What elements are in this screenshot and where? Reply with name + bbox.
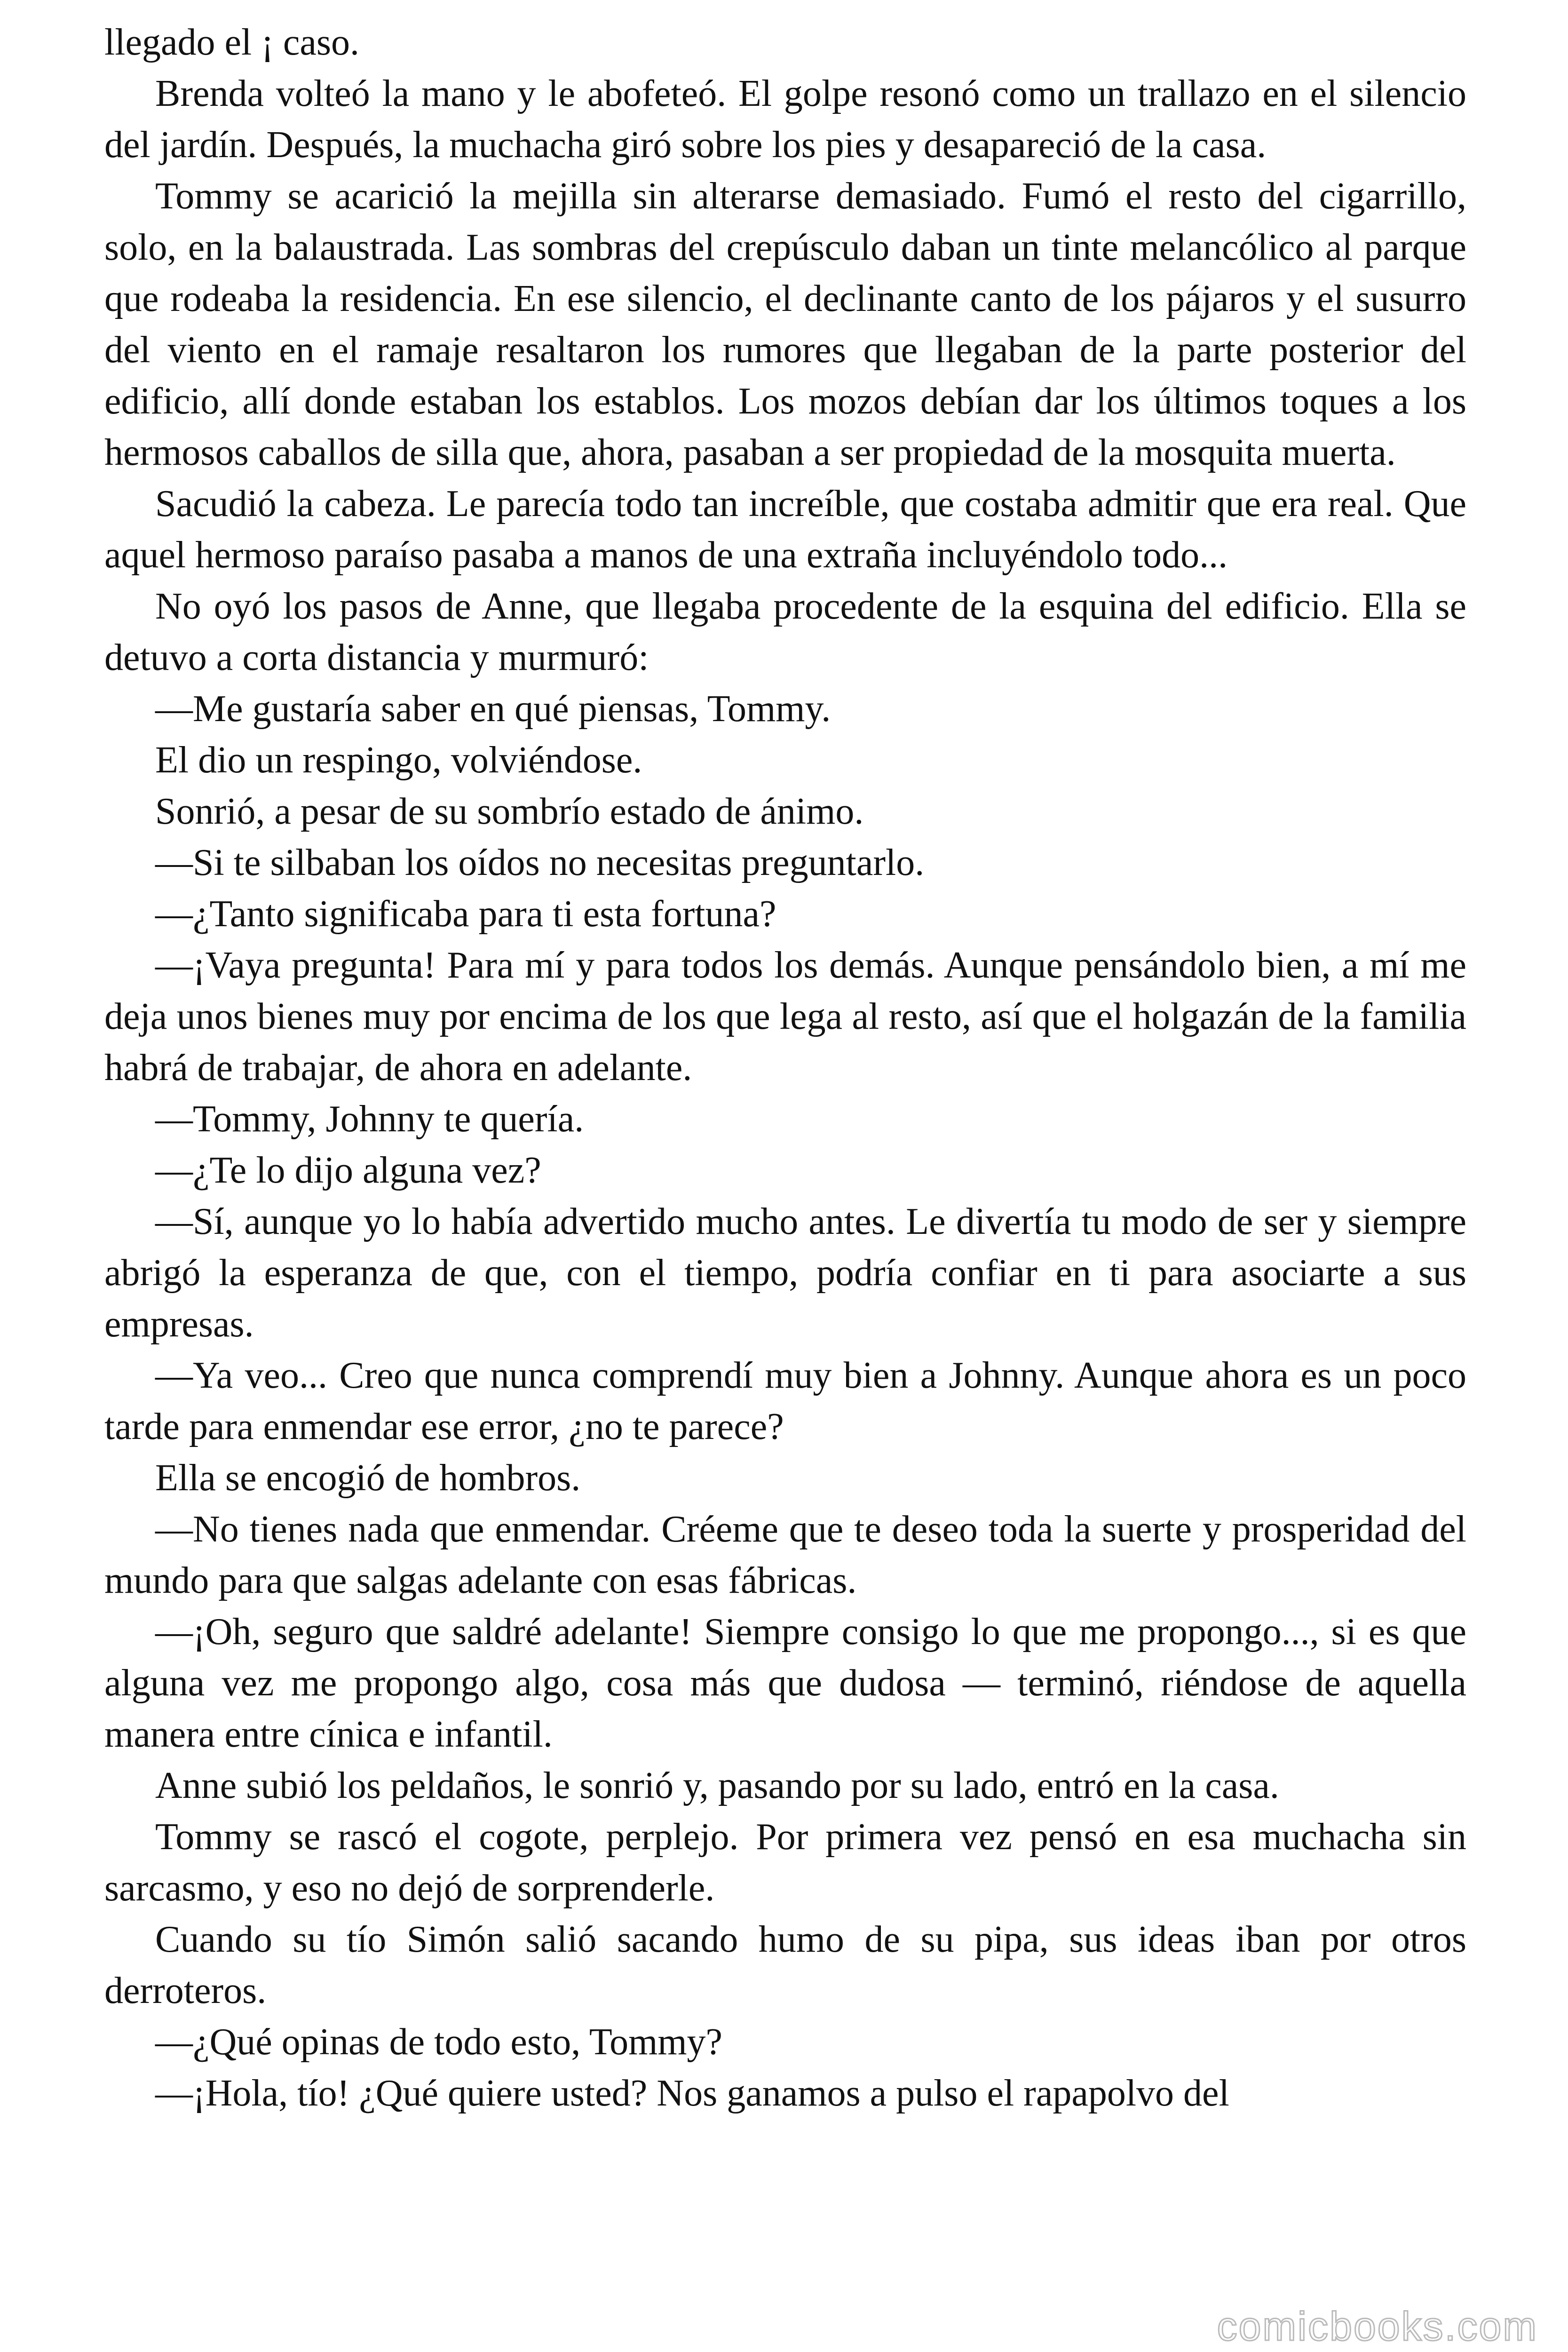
paragraph: —¿Te lo dijo alguna vez? bbox=[155, 1150, 541, 1191]
book-page-text bbox=[104, 17, 1466, 2119]
paragraph: Ella se encogió de hombros. bbox=[155, 1457, 581, 1499]
watermark-text: comicbooks.com bbox=[1217, 2304, 1538, 2349]
paragraph: —¿Tanto significaba para ti esta fortuna? bbox=[155, 893, 776, 935]
paragraph: —¡Oh, seguro que saldré adelante! Siempre consigo lo que me propongo..., si es que alguna vez me propongo algo, cosa más que dudosa — terminó, riéndose de aquella manera entre cínica e infantil. bbox=[104, 1611, 1466, 1755]
paragraph: Sacudió la cabeza. Le parecía todo tan increíble, que costaba admitir que era real. Que aquel hermoso paraíso pasaba a manos de una extraña incluyéndolo todo... bbox=[104, 483, 1466, 576]
paragraph: —¡Hola, tío! ¿Qué quiere usted? Nos ganamos a pulso el rapapolvo del bbox=[155, 2073, 1229, 2114]
paragraph: No oyó los pasos de Anne, que llegaba procedente de la esquina del edificio. Ella se detuvo a corta distancia y murmuró: bbox=[104, 586, 1466, 678]
paragraph: Tommy se acarició la mejilla sin alterarse demasiado. Fumó el resto del cigarrillo, solo, en la balaustrada. Las sombras del crepúsculo daban un tinte melancólico al parque que rodeaba la residencia. En ese silencio, el declinante canto de los pájaros y el susurro del viento en el ramaje resaltaron los rumores que llegaban de la parte posterior del edificio, allí donde estaban los establos. Los mozos debían dar los últimos toques a los hermosos caballos de silla que, ahora, pasaban a ser propiedad de la mosquita muerta. bbox=[104, 175, 1466, 473]
paragraph: Anne subió los peldaños, le sonrió y, pasando por su lado, entró en la casa. bbox=[155, 1765, 1279, 1806]
paragraph: Sonrió, a pesar de su sombrío estado de ánimo. bbox=[155, 791, 864, 832]
paragraph: llegado el ¡ caso. bbox=[104, 22, 359, 63]
paragraph: —Me gustaría saber en qué piensas, Tommy. bbox=[155, 688, 831, 730]
paragraph: —Si te silbaban los oídos no necesitas preguntarlo. bbox=[155, 842, 925, 883]
paragraph: El dio un respingo, volviéndose. bbox=[155, 739, 642, 781]
paragraph: —Sí, aunque yo lo había advertido mucho antes. Le divertía tu modo de ser y siempre abrigó la esperanza de que, con el tiempo, podría confiar en ti para asociarte a sus empresas. bbox=[104, 1201, 1466, 1345]
paragraph: —¿Qué opinas de todo esto, Tommy? bbox=[155, 2021, 723, 2063]
paragraph: —Ya veo... Creo que nunca comprendí muy bien a Johnny. Aunque ahora es un poco tarde para enmendar ese error, ¿no te parece? bbox=[104, 1355, 1466, 1447]
paragraph: —¡Vaya pregunta! Para mí y para todos los demás. Aunque pensándolo bien, a mí me deja unos bienes muy por encima de los que lega al resto, así que el holgazán de la familia habrá de trabajar, de ahora en adelante. bbox=[104, 945, 1466, 1089]
paragraph: Brenda volteó la mano y le abofeteó. El golpe resonó como un trallazo en el silencio del jardín. Después, la muchacha giró sobre los pies y desapareció de la casa. bbox=[104, 73, 1466, 166]
paragraph: —No tienes nada que enmendar. Créeme que te deseo toda la suerte y prosperidad del mundo para que salgas adelante con esas fábricas. bbox=[104, 1509, 1466, 1601]
paragraph: —Tommy, Johnny te quería. bbox=[155, 1098, 584, 1140]
paragraph: Cuando su tío Simón salió sacando humo de su pipa, sus ideas iban por otros derroteros. bbox=[104, 1919, 1466, 2011]
paragraph: Tommy se rascó el cogote, perplejo. Por primera vez pensó en esa muchacha sin sarcasmo, y eso no dejó de sorprenderle. bbox=[104, 1816, 1466, 1909]
